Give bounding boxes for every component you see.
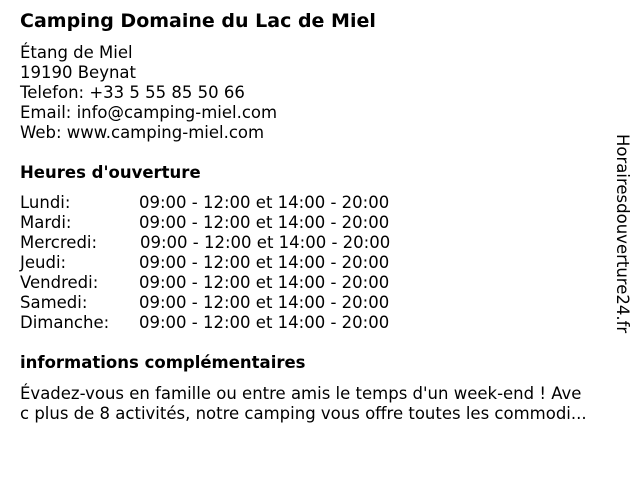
- site-watermark: Horairesdouverture24.fr: [613, 134, 632, 334]
- hours-heading: Heures d'ouverture: [20, 163, 201, 182]
- time-range: 09:00 - 12:00 et 14:00 - 20:00: [140, 233, 391, 252]
- contact-block: [20, 43, 277, 143]
- web-line: Web: www.camping-miel.com: [20, 123, 265, 142]
- info-description: [20, 384, 620, 424]
- phone-line: Telefon: +33 5 55 85 50 66: [20, 83, 245, 102]
- day-label: Samedi:: [20, 293, 88, 312]
- email-line: Email: info@camping-miel.com: [20, 103, 278, 122]
- time-range: 09:00 - 12:00 et 14:00 - 20:00: [139, 213, 390, 232]
- time-range: 09:00 - 12:00 et 14:00 - 20:00: [139, 253, 390, 272]
- description-line: Évadez-vous en famille ou entre amis le temps d'un week-end ! Ave: [20, 384, 582, 403]
- time-range: 09:00 - 12:00 et 14:00 - 20:00: [139, 313, 390, 332]
- day-label: Mercredi:: [20, 233, 98, 252]
- day-label: Vendredi:: [20, 273, 99, 292]
- day-label: Mardi:: [20, 213, 72, 232]
- time-range: 09:00 - 12:00 et 14:00 - 20:00: [139, 273, 390, 292]
- info-heading: informations complémentaires: [20, 353, 306, 372]
- day-label: Dimanche:: [20, 313, 110, 332]
- day-label: Lundi:: [20, 193, 71, 212]
- description-line: c plus de 8 activités, notre camping vous offre toutes les commodi...: [20, 404, 587, 423]
- address-city: 19190 Beynat: [20, 63, 137, 82]
- time-range: 09:00 - 12:00 et 14:00 - 20:00: [139, 193, 390, 212]
- time-range: 09:00 - 12:00 et 14:00 - 20:00: [139, 293, 390, 312]
- address-street: Étang de Miel: [20, 43, 133, 62]
- business-name: Camping Domaine du Lac de Miel: [20, 10, 376, 32]
- day-label: Jeudi:: [20, 253, 67, 272]
